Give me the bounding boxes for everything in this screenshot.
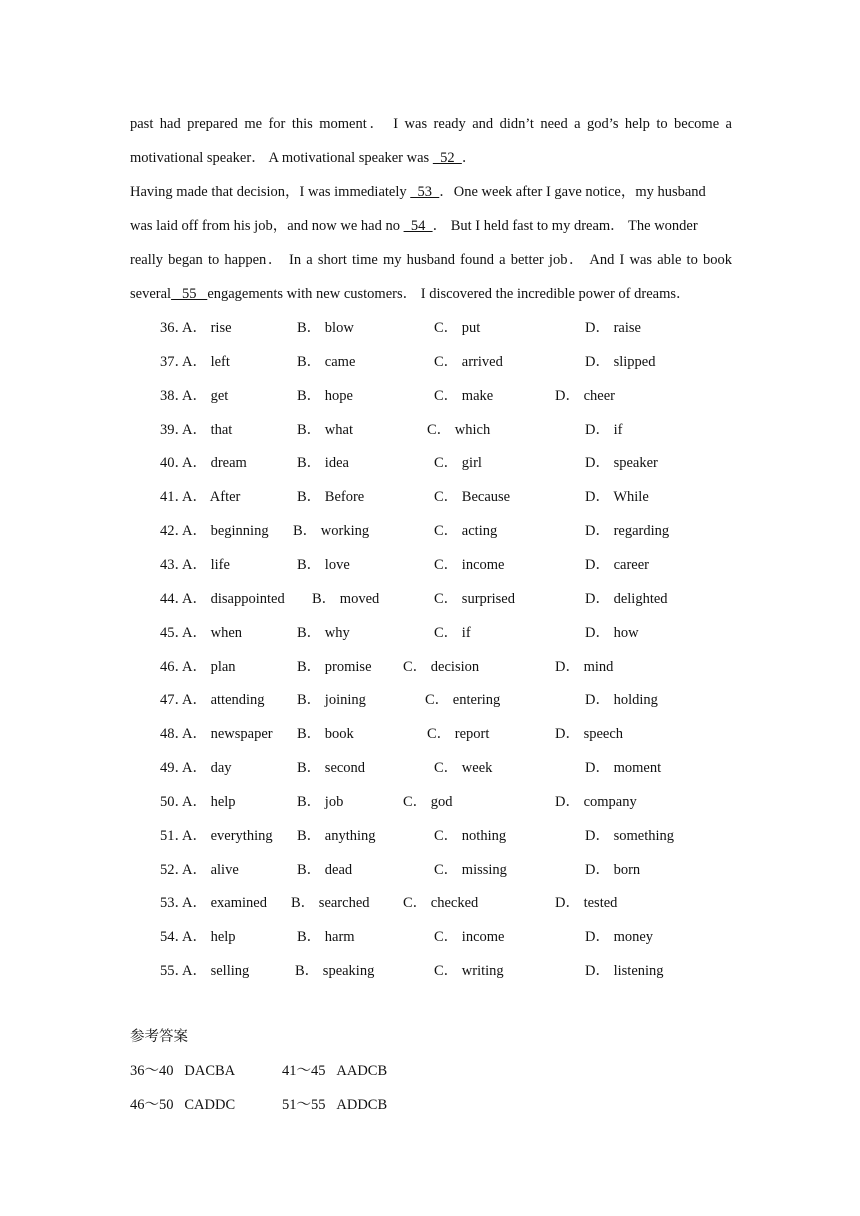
option-a: A． rise	[182, 320, 232, 336]
option-b: B． second	[297, 760, 366, 777]
question-number: 47．	[160, 692, 189, 709]
option-a: A． newspaper	[182, 726, 273, 743]
option-b: B． speaking	[295, 963, 375, 980]
option-b: B． why	[297, 624, 350, 641]
option-b: B． love	[297, 556, 350, 573]
option-c: C． god	[403, 793, 453, 810]
option-d: D． how	[585, 624, 639, 641]
passage-text: several	[130, 286, 172, 302]
option-a: A． attending	[182, 692, 265, 709]
blank-55: 55	[171, 286, 208, 302]
option-a: A． selling	[182, 963, 250, 980]
passage-line-4	[130, 214, 698, 235]
option-a: A． everything	[182, 827, 273, 844]
option-a: A． help	[182, 793, 236, 810]
question-number: 46．	[160, 658, 189, 675]
passage-text: ．	[461, 150, 477, 166]
option-c: C． decision	[403, 658, 480, 675]
question-number: 37．	[160, 353, 189, 370]
answer-group: 51～55 ADDCB	[282, 1097, 388, 1113]
option-b: B． came	[297, 353, 356, 370]
passage-line-1: past had prepared me for this moment． I was ready and didn’t need a god’s help to become a	[130, 116, 732, 132]
option-c: C． which	[427, 421, 491, 438]
option-c: C． checked	[403, 895, 479, 912]
question-number: 40．	[160, 455, 189, 472]
option-c: C． arrived	[434, 353, 503, 370]
option-d: D． holding	[585, 692, 658, 709]
option-d: D． While	[585, 489, 649, 506]
passage-text: ． But I held fast to my dream． The wonder	[432, 218, 698, 234]
question-number: 54．	[160, 929, 189, 946]
answer-group: 36～40 DACBA	[130, 1063, 236, 1079]
option-d: D． speaker	[585, 455, 658, 472]
option-a: A． day	[182, 760, 232, 777]
blank-52: 52	[432, 150, 462, 166]
option-c: C． week	[434, 760, 493, 777]
option-d: D． delighted	[585, 590, 668, 607]
option-d: D． listening	[585, 963, 664, 980]
option-d: D． moment	[585, 760, 662, 777]
option-c: C． missing	[434, 861, 507, 878]
passage-text: motivational speaker． A motivational speaker was	[130, 150, 433, 166]
option-c: C． put	[434, 320, 481, 336]
option-a: A． plan	[182, 658, 236, 675]
answer-key-title: 参考答案	[130, 1029, 188, 1045]
passage-text: Having made that decision，I was immediately	[130, 184, 411, 200]
option-d: D． tested	[555, 895, 618, 912]
answer-group: 41～45 AADCB	[282, 1063, 388, 1079]
option-c: C． report	[427, 726, 490, 743]
option-d: D． regarding	[585, 523, 670, 540]
option-d: D． company	[555, 793, 637, 810]
option-a: A． dream	[182, 455, 247, 472]
option-a: A． help	[182, 929, 236, 946]
option-a: A． left	[182, 353, 230, 370]
option-c: C． acting	[434, 523, 498, 540]
option-a: A． get	[182, 387, 229, 404]
option-b: B． joining	[297, 692, 366, 709]
option-b: B． what	[297, 421, 353, 438]
question-number: 50．	[160, 793, 189, 810]
passage-line-2	[130, 146, 476, 167]
option-c: C． make	[434, 387, 494, 404]
option-b: B． hope	[297, 387, 353, 404]
option-a: A． After	[182, 489, 241, 506]
option-c: C． writing	[434, 963, 504, 980]
option-b: B． promise	[297, 658, 372, 675]
option-b: B． idea	[297, 455, 349, 472]
question-number: 38．	[160, 387, 189, 404]
option-d: D． money	[585, 929, 654, 946]
question-number: 41．	[160, 489, 189, 506]
option-b: B． book	[297, 726, 354, 743]
option-a: A． examined	[182, 895, 267, 912]
blank-54: 54	[403, 218, 433, 234]
passage-line-5: really began to happen． In a short time my husband found a better job． And I was able to book	[130, 252, 732, 268]
option-c: C． surprised	[434, 590, 515, 607]
question-number: 39．	[160, 421, 189, 438]
option-d: D． something	[585, 827, 675, 844]
passage-line-6	[130, 282, 691, 303]
question-number: 48．	[160, 726, 189, 743]
option-d: D． cheer	[555, 387, 615, 404]
blank-53: 53	[410, 184, 440, 200]
question-number: 55．	[160, 963, 189, 980]
option-c: C． nothing	[434, 827, 507, 844]
answer-group: 46～50 CADDC	[130, 1097, 236, 1113]
option-c: C． Because	[434, 489, 511, 506]
answer-key-row	[130, 1093, 388, 1114]
option-a: A． when	[182, 624, 243, 641]
question-number: 52．	[160, 861, 189, 878]
option-b: B． working	[293, 523, 370, 540]
option-c: C． girl	[434, 455, 482, 472]
option-d: D． slipped	[585, 353, 656, 370]
option-d: D． born	[585, 861, 641, 878]
option-c: C． entering	[425, 692, 501, 709]
option-b: B． dead	[297, 861, 353, 878]
question-number: 44．	[160, 590, 189, 607]
option-a: A． alive	[182, 861, 239, 878]
answer-key-row	[130, 1059, 388, 1080]
question-number: 43．	[160, 556, 189, 573]
question-number: 51．	[160, 827, 189, 844]
passage-text: ．One week after I gave notice，my husband	[439, 184, 706, 200]
option-d: D． raise	[585, 320, 641, 336]
option-b: B． job	[297, 793, 344, 810]
passage-line-3	[130, 180, 706, 201]
passage-text: was laid off from his job，and now we had no	[130, 218, 404, 234]
option-d: D． if	[585, 421, 623, 438]
option-a: A． disappointed	[182, 590, 285, 607]
option-b: B． harm	[297, 929, 355, 946]
option-d: D． mind	[555, 658, 614, 675]
option-b: B． moved	[312, 590, 380, 607]
question-number: 42．	[160, 523, 189, 540]
question-number: 45．	[160, 624, 189, 641]
option-d: D． career	[585, 556, 649, 573]
option-b: B． searched	[291, 895, 370, 912]
passage-text: engagements with new customers． I discovered the incredible power of dreams．	[207, 286, 691, 302]
option-a: A． life	[182, 556, 230, 573]
option-b: B． Before	[297, 489, 365, 506]
option-c: C． if	[434, 624, 471, 641]
option-c: C． income	[434, 556, 505, 573]
option-a: A． that	[182, 421, 233, 438]
question-number: 53．	[160, 895, 189, 912]
option-b: B． anything	[297, 827, 376, 844]
question-number: 36．	[160, 320, 189, 336]
option-b: B． blow	[297, 320, 354, 336]
option-a: A． beginning	[182, 523, 269, 540]
question-number: 49．	[160, 760, 189, 777]
option-c: C． income	[434, 929, 505, 946]
option-d: D． speech	[555, 726, 624, 743]
